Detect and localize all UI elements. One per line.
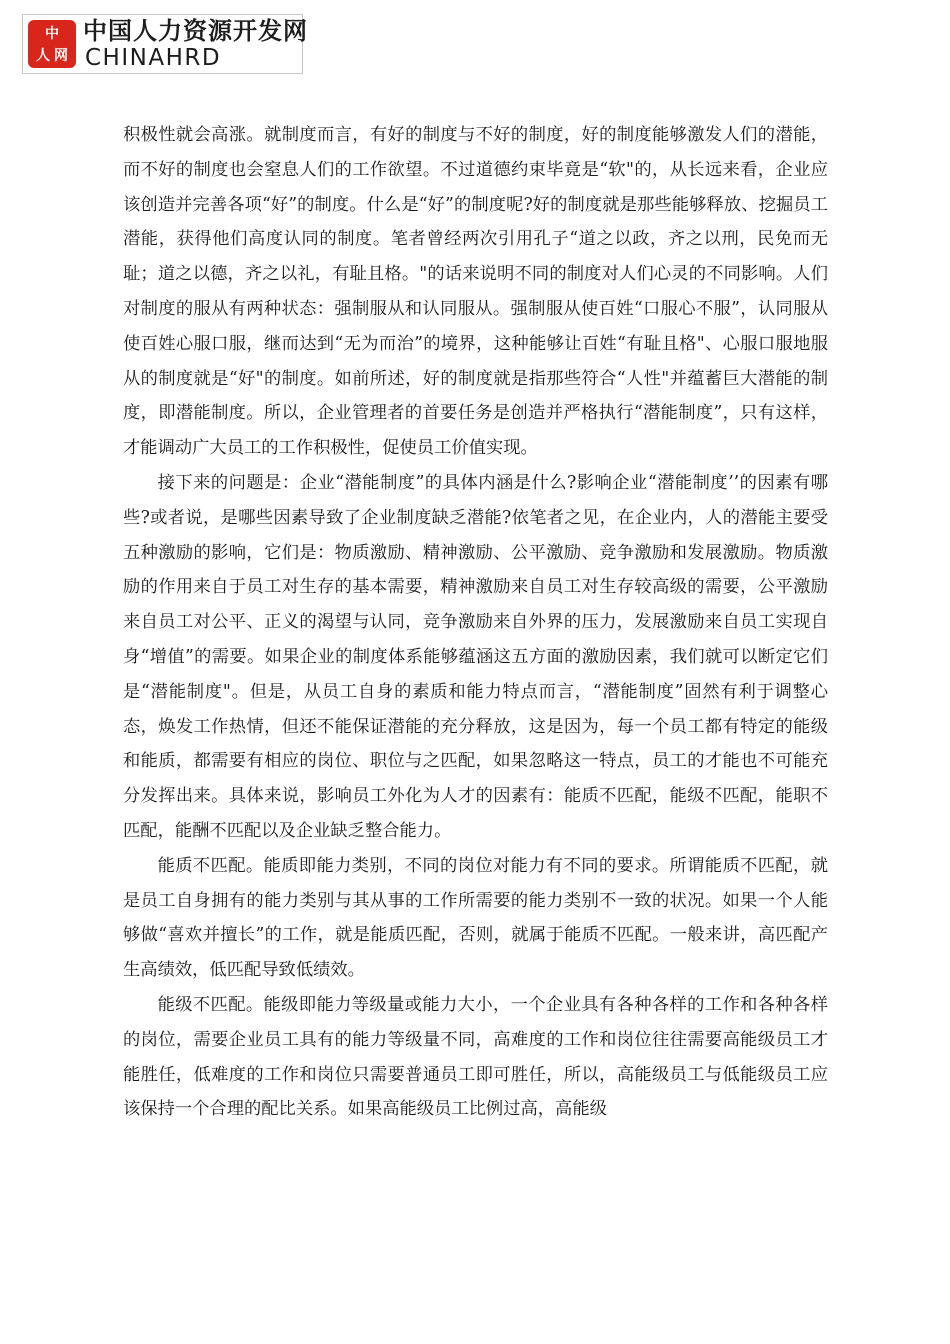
article-body bbox=[123, 118, 828, 1127]
site-logo[interactable] bbox=[22, 14, 308, 74]
logo-english-name: CHINAHRD bbox=[85, 45, 222, 71]
paragraph: 接下来的问题是：企业“潜能制度”的具体内涵是什么?影响企业“潜能制度’’的因素有哪些?或者说，是哪些因素导致了企业制度缺乏潜能?依笔者之见，在企业内，人的潜能主要受五种激励的影响，它们是：物质激励、精神激励、公平激励、竞争激励和发展激励。物质激励的作用来自于员工对生存的基本需要，精神激励来自员工对生存较高级的需要，公平激励来自员工对公平、正义的渴望与认同，竞争激励来自外界的压力，发展激励来自员工实现自身“增值”的需要。如果企业的制度体系能够蕴涵这五方面的激励因素，我们就可以断定它们是“潜能制度"。但是，从员工自身的素质和能力特点而言，“潜能制度”固然有利于调整心态，焕发工作热情，但还不能保证潜能的充分释放，这是因为，每一个员工都有特定的能级和能质，都需要有相应的岗位、职位与之匹配，如果忽略这一特点，员工的才能也不可能充分发挥出来。具体来说，影响员工外化为人才的因素有：能质不匹配，能级不匹配，能职不匹配，能酬不匹配以及企业缺乏整合能力。 bbox=[123, 472, 828, 841]
paragraph: 能质不匹配。能质即能力类别，不同的岗位对能力有不同的要求。所谓能质不匹配，就是员工自身拥有的能力类别与其从事的工作所需要的能力类别不一致的状况。如果一个人能够做“喜欢并擅长”的工作，就是能质匹配，否则，就属于能质不匹配。一般来讲，高匹配产生高绩效，低匹配导致低绩效。 bbox=[123, 855, 828, 981]
paragraph: 积极性就会高涨。就制度而言，有好的制度与不好的制度，好的制度能够激发人们的潜能，而不好的制度也会窒息人们的工作欲望。不过道德约束毕竟是“软"的，从长远来看，企业应该创造并完善各项“好”的制度。什么是“好”的制度呢?好的制度就是那些能够释放、挖掘员工潜能，获得他们高度认同的制度。笔者曾经两次引用孔子“道之以政，齐之以刑，民免而无耻；道之以德，齐之以礼，有耻且格。"的话来说明不同的制度对人们心灵的不同影响。人们对制度的服从有两种状态：强制服从和认同服从。强制服从使百姓“口服心不服”，认同服从使百姓心服口服，继而达到“无为而治”的境界，这种能够让百姓“有耻且格"、心服口服地服从的制度就是“好"的制度。如前所述，好的制度就是指那些符合“人性"并蕴蓄巨大潜能的制度，即潜能制度。所以，企业管理者的首要任务是创造并严格执行“潜能制度”，只有这样，才能调动广大员工的工作积极性，促使员工价值实现。 bbox=[123, 125, 828, 459]
svg-text:中: 中 bbox=[45, 26, 59, 42]
seal-icon bbox=[26, 18, 78, 70]
logo-chinese-name: 中国人力资源开发网 bbox=[83, 17, 308, 45]
paragraph: 能级不匹配。能级即能力等级量或能力大小，一个企业具有各种各样的工作和各种各样的岗位，需要企业员工具有的能力等级量不同，高难度的工作和岗位往往需要高能级员工才能胜任，低难度的工作和岗位只需要普通员工即可胜任，所以，高能级员工与低能级员工应该保持一个合理的配比关系。如果高能级员工比例过高，高能级 bbox=[123, 994, 828, 1120]
svg-text:网: 网 bbox=[54, 48, 68, 64]
svg-text:人: 人 bbox=[36, 48, 50, 64]
